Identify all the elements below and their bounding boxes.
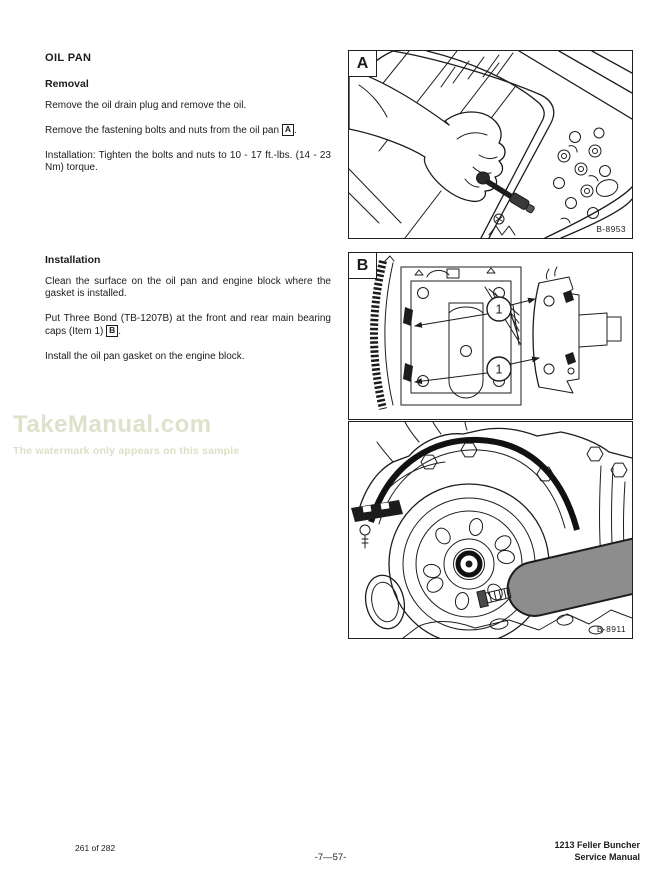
pry-tool bbox=[473, 532, 632, 628]
callout-1-bottom-number: 1 bbox=[495, 362, 503, 377]
installation-paragraph-3: Install the oil pan gasket on the engine block. bbox=[45, 350, 245, 362]
installation-paragraph-2-end: . bbox=[118, 326, 122, 338]
installation-paragraph-1: Clean the surface on the oil pan and engine block where the gasket is installed. bbox=[45, 276, 331, 300]
footer-doc-title-line1: 1213 Feller Buncher bbox=[554, 840, 640, 850]
watermark-title: TakeManual.com bbox=[13, 411, 212, 438]
figure-c bbox=[348, 421, 633, 639]
figure-a bbox=[348, 50, 633, 239]
figure-a-illustration bbox=[349, 51, 632, 238]
engine-block-bottom bbox=[401, 267, 521, 405]
removal-paragraph-2-end: . bbox=[293, 125, 297, 137]
installation-heading: Installation bbox=[45, 254, 101, 266]
removal-section bbox=[45, 52, 331, 187]
figure-b-label: B bbox=[349, 253, 377, 279]
engine-block-outline bbox=[357, 428, 632, 566]
crankshaft-center bbox=[466, 561, 473, 568]
figure-b-reference: B bbox=[106, 325, 118, 337]
callout-arrows bbox=[415, 299, 539, 382]
hex-bolts bbox=[421, 443, 627, 481]
removal-paragraph-2 bbox=[45, 124, 331, 137]
figure-a-label: A bbox=[349, 51, 377, 77]
installation-paragraph-2 bbox=[45, 313, 331, 339]
footer-doc-title bbox=[554, 839, 640, 863]
removal-paragraph-3: Installation: Tighten the bolts and nuts to 10 - 17 ft.-lbs. (14 - 23 Nm) torque. bbox=[45, 149, 331, 174]
figure-a-reference: A bbox=[282, 124, 294, 136]
removal-heading: Removal bbox=[45, 78, 89, 90]
footer-doc-title-line2: Service Manual bbox=[574, 852, 640, 862]
engine-edge-lines bbox=[519, 51, 632, 119]
front-assembly bbox=[533, 267, 621, 393]
page-title: OIL PAN bbox=[45, 52, 92, 64]
engine-block-bolts bbox=[554, 128, 621, 223]
rear-seal-opening bbox=[361, 572, 409, 633]
installation-section bbox=[45, 254, 331, 375]
front-sealant-point-top bbox=[563, 290, 574, 303]
oil-pan-bolt bbox=[494, 214, 504, 224]
callout-1-top-number: 1 bbox=[495, 302, 503, 317]
removal-paragraph-1: Remove the oil drain plug and remove the oil. bbox=[45, 100, 247, 111]
figure-b-illustration bbox=[349, 253, 632, 419]
footer-page-count: 261 of 282 bbox=[75, 843, 116, 853]
figure-c-code: B-8911 bbox=[596, 624, 626, 634]
oil-pan-gasket bbox=[351, 440, 577, 530]
figure-a-code: B-8953 bbox=[596, 224, 626, 234]
stud-bolt bbox=[360, 525, 370, 548]
callout-1-top bbox=[487, 297, 511, 321]
front-sealant-point-bottom bbox=[565, 352, 576, 365]
watermark-subtitle: The watermark only appears on this sample bbox=[13, 445, 240, 457]
footer-page-number: -7—57- bbox=[314, 852, 347, 863]
figure-c-illustration bbox=[349, 422, 632, 638]
watermark bbox=[13, 412, 333, 457]
figure-b bbox=[348, 252, 633, 420]
removal-paragraph-2-text: Remove the fastening bolts and nuts from the oil pan bbox=[45, 125, 280, 137]
callout-1-bottom bbox=[487, 357, 511, 381]
flywheel bbox=[374, 256, 394, 409]
zigzag-mark bbox=[489, 226, 515, 235]
installation-paragraph-2-text: Put Three Bond (TB-1207B) at the front and rear main bearing caps (Item 1) bbox=[45, 312, 331, 338]
